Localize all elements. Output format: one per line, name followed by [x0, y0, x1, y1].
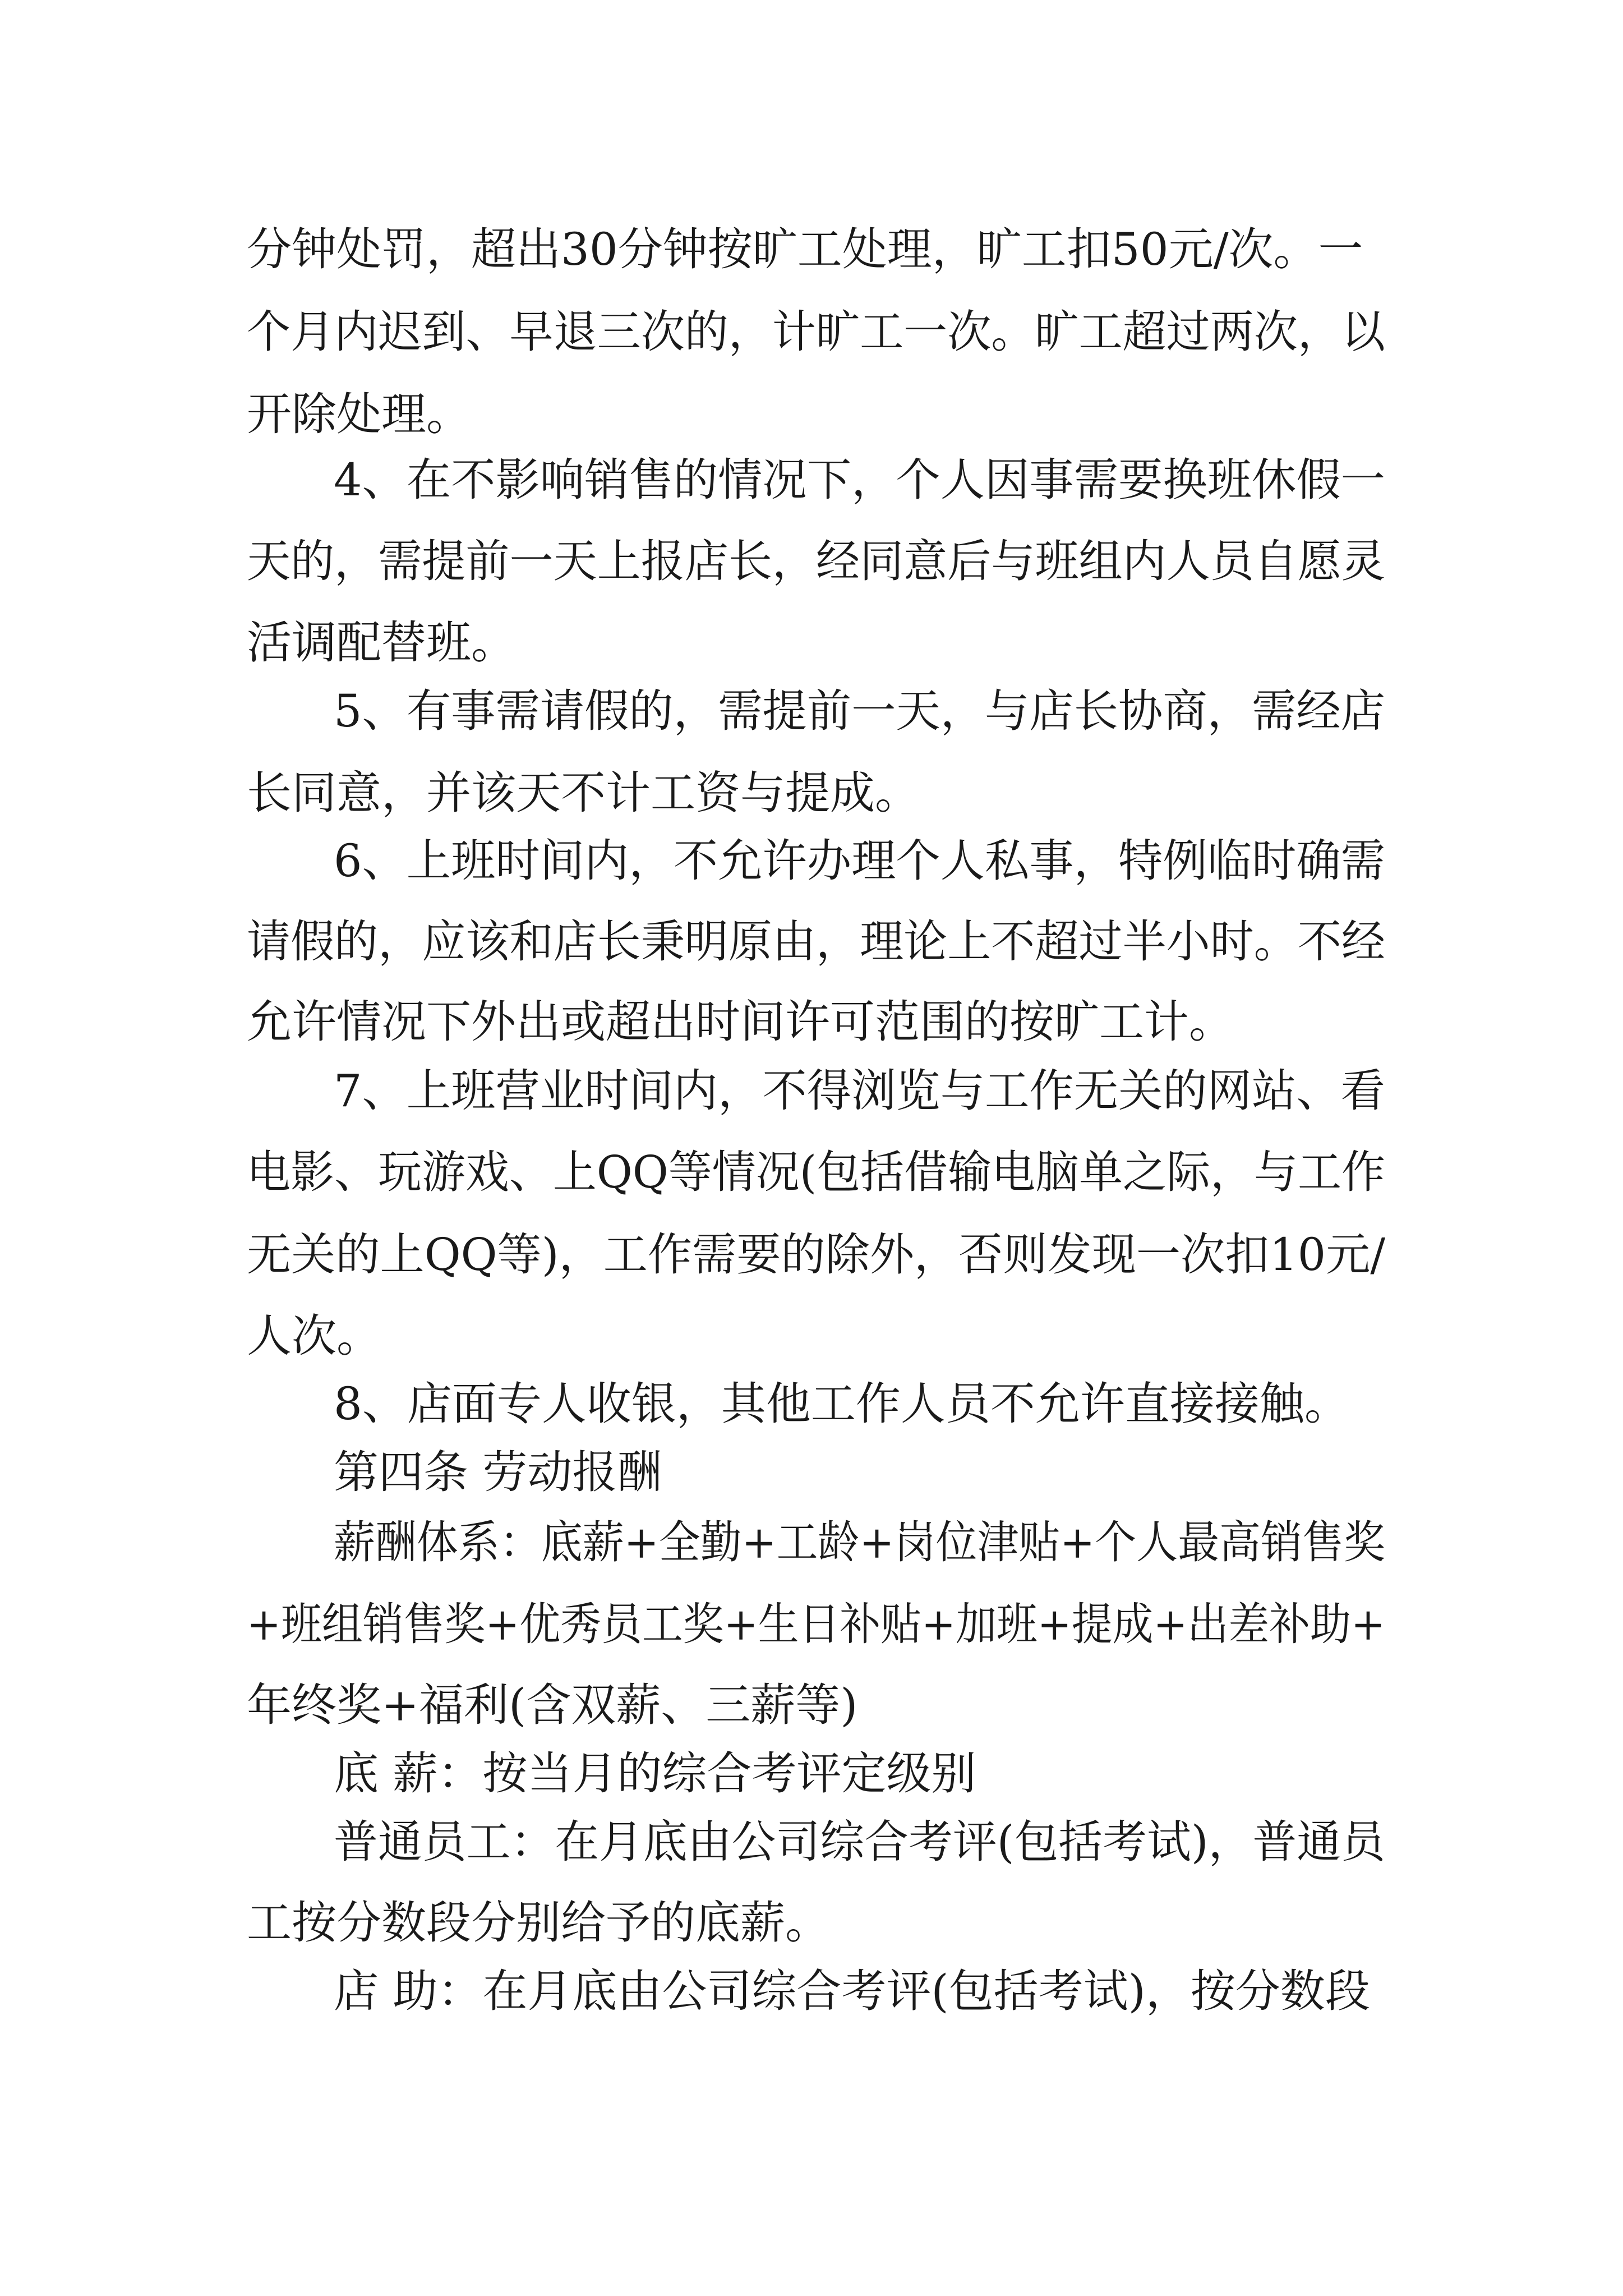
text-line: 个月内迟到、早退三次的，计旷工一次。旷工超过两次，以 — [247, 306, 1385, 358]
text-line: 人次。 — [247, 1310, 381, 1362]
text-line: 活调配替班。 — [247, 616, 516, 669]
text-line: 请假的，应该和店长秉明原由，理论上不超过半小时。不经 — [247, 915, 1385, 968]
text-line: 薪酬体系：底薪+全勤+工龄+岗位津贴+个人最高销售奖 — [334, 1516, 1385, 1568]
text-line: 长同意，并该天不计工资与提成。 — [247, 767, 920, 819]
text-line: 5、有事需请假的，需提前一天，与店长协商，需经店 — [334, 685, 1385, 737]
text-line: 无关的上QQ等)，工作需要的除外，否则发现一次扣10元/ — [247, 1228, 1385, 1281]
text-line: 4、在不影响销售的情况下，个人因事需要换班休假一 — [334, 454, 1385, 506]
text-line: 分钟处罚，超出30分钟按旷工处理，旷工扣50元/次。一 — [247, 223, 1363, 275]
text-line: 6、上班时间内，不允许办理个人私事，特例临时确需 — [334, 835, 1385, 887]
section-heading: 第四条 劳动报酬 — [334, 1446, 662, 1498]
text-line: 开除处理。 — [247, 388, 471, 440]
text-line: 8、店面专人收银，其他工作人员不允许直接接触。 — [334, 1378, 1349, 1430]
text-line: 年终奖+福利(含双薪、三薪等) — [247, 1679, 858, 1731]
text-line: 店 助：在月底由公司综合考评(包括考试)，按分数段 — [334, 1965, 1370, 2017]
text-line: 天的，需提前一天上报店长，经同意后与班组内人员自愿灵 — [247, 535, 1385, 587]
text-line: 7、上班营业时间内，不得浏览与工作无关的网站、看 — [334, 1065, 1385, 1117]
text-line: 普通员工：在月底由公司综合考评(包括考试)，普通员 — [334, 1816, 1385, 1868]
text-line: 工按分数段分别给予的底薪。 — [247, 1897, 830, 1949]
text-line: 电影、玩游戏、上QQ等情况(包括借输电脑单之际，与工作 — [247, 1146, 1385, 1198]
text-line: 底 薪：按当月的综合考评定级别 — [334, 1747, 976, 1800]
text-line: +班组销售奖+优秀员工奖+生日补贴+加班+提成+出差补助+ — [247, 1598, 1385, 1650]
text-line: 允许情况下外出或超出时间许可范围的按旷工计。 — [247, 996, 1234, 1048]
